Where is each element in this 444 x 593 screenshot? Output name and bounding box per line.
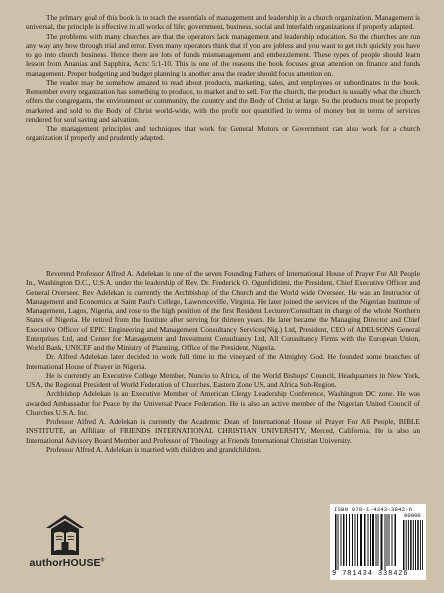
author-bio-paragraph: Dr. Alfred Adelekan later decided to work full time in the vineyard of the Almighty God. He founded some branches of International House of Prayer in Nigeria. — [26, 352, 420, 371]
barcode-bars — [333, 514, 423, 570]
barcode-addon-bar — [415, 520, 416, 570]
barcode-bar — [392, 514, 393, 566]
barcode-bar — [352, 514, 353, 566]
barcode-bar — [357, 514, 358, 566]
barcode-bar — [349, 514, 350, 566]
barcode-bar — [346, 514, 347, 566]
author-bio-paragraph: Professor Alfred A. Adelekan is currently the Academic Dean of International House of Prayer For All People, BIBLE INSTITUTE, an Affiliate of FRIENDS INTERNATIONAL CHRISTIAN UNIVERSITY, Merced, California. He is also an International Advisory Board Member and Professor of Theology at Friends International Christian University. — [26, 417, 420, 445]
barcode-bar — [338, 514, 339, 570]
author-bio-paragraph: Archbishop Adelekan is an Executive Member of American Clergy Leadership Conference, Washington DC zone. He was awarded Ambassador for Peace by the Universal Peace Federation. He is also an active member of the Nigerian United Council of Churches U.S.A. Inc. — [26, 389, 420, 417]
book-house-icon — [43, 514, 87, 556]
barcode-bar — [381, 514, 383, 570]
barcode-bar — [372, 514, 374, 566]
barcode-addon-bar — [422, 520, 423, 570]
barcode-bar — [385, 514, 386, 570]
ean-digits: 9 781434 338426 — [332, 570, 409, 578]
author-bio-paragraph: He is currently an Executive College Member, Nuncio to Africa, of the World Bishops' Council, Headquarters in New York, USA, the Regional President of World Federation of Churches, Eastern Zone US, and Africa Sub-Region. — [26, 370, 420, 389]
barcode-addon-bar — [417, 520, 419, 570]
publisher-name-text: authorHOUSE — [29, 557, 101, 569]
barcode-bar — [378, 514, 379, 566]
barcode-addon-bar — [408, 520, 409, 570]
barcode-bar — [387, 514, 388, 566]
barcode-bar — [343, 514, 345, 566]
barcode-bar — [389, 514, 390, 566]
barcode-bar — [360, 514, 362, 566]
publisher-name — [22, 557, 112, 569]
barcode-bar — [370, 514, 371, 566]
book-goal-paragraph: The primary goal of this book is to teach the essentials of management and leadership in a church organization. Management is universal, the principle is effective in all works of life; government, business, social and interfaith organizations if properly adapted. — [26, 13, 420, 32]
barcode-bar — [355, 514, 356, 566]
barcode-addon-bar — [410, 520, 412, 570]
barcode-addon-bar — [413, 520, 414, 570]
author-bio-paragraph: Reverend Professor Alfred A. Adelekan is one of the seven Founding Fathers of International House of Prayer For All People In., Washington D.C., U.S.A. under the leadership of Rev. Dr. Frederick O. Ogunfiditimi, the President, Chief Executive Officer and General Overseer. Rev Adelekan is currently the Archbishop of the Church and the World wide Overseer. He was an Instructor of Management and Economics at Saint Paul's College, Lawrenceville, Virginia. He later joined the services of the Nigerian Institute of Management, Lagos, Nigeria, and rose to the high position of the first Resident Lecturer/Consultant in charge of the whole Northern States of Nigeria. He retired from the Institute after serving for thirteen years. He later became the Managing Director and Chief Executive Officer of EPIC Engineering and Management Consultancy Services(Nig.) Ltd, President, CEO of ADELSONS General Enterprises Ltd, and Center for Management and Investment Consultancy Ltd, All Consultancy Firms with the European Union, World Bank, UNICEF and the Ministry of Planning, Office of the President, Nigeria. — [26, 269, 420, 352]
book-goal-paragraph: The reader may be somehow amazed to read about products, marketing, sales, and employees or subordinates in the book. Remember every organization has something to produce, to market and to sell. For the church, the product is usually what the church offers the congregants, the environment or community, the country and the Body of Christ at large. So the products must be properly marketed and sold to the Body of Christ world-wide, with the profit not quantified in terms of money but in terms of services rendered for soul saving and salvation. — [26, 77, 420, 124]
barcode-bar — [376, 514, 377, 566]
book-goal-paragraph: The management principles and techniques that work for General Motors or Government can also work for a church organization if properly and prudently adapted. — [26, 124, 420, 143]
barcode-addon-bar — [406, 520, 407, 570]
isbn-barcode — [330, 504, 426, 580]
registered-mark: ® — [100, 557, 105, 564]
barcode-bar — [364, 514, 366, 566]
author-bio-section — [26, 269, 420, 454]
publisher-logo — [22, 514, 112, 574]
book-goal-paragraph: The problems with many churches are that the operators lack management and leadership education. So the churches are run any way any how through trial and error. Even many operators think that if you are jobless and you want to get rich quickly you have to go into church business. Hence there are lots of funds mismanagement and embezzlement. These types of people should learn lesson from Ananias and Sapphira, Acts: 5:1-10. This is one of the reasons the book focuses great attention on finance and funds management. Proper budgeting and budget planning is another area the reader should focus attention on. — [26, 31, 420, 78]
barcode-bar — [368, 514, 369, 566]
barcode-bar — [341, 514, 342, 566]
book-goal-section — [26, 13, 420, 143]
isbn-label: ISBN 978-1-4343-3842-6 — [334, 506, 413, 513]
barcode-bar — [395, 514, 397, 566]
author-bio-paragraph: Professor Alfred A. Adelekan is married with children and grandchildren. — [46, 444, 262, 454]
barcode-addon-bar — [420, 520, 421, 570]
barcode-bar — [335, 514, 337, 570]
price-code: 90000 — [404, 512, 421, 519]
barcode-addon-bar — [403, 520, 405, 570]
